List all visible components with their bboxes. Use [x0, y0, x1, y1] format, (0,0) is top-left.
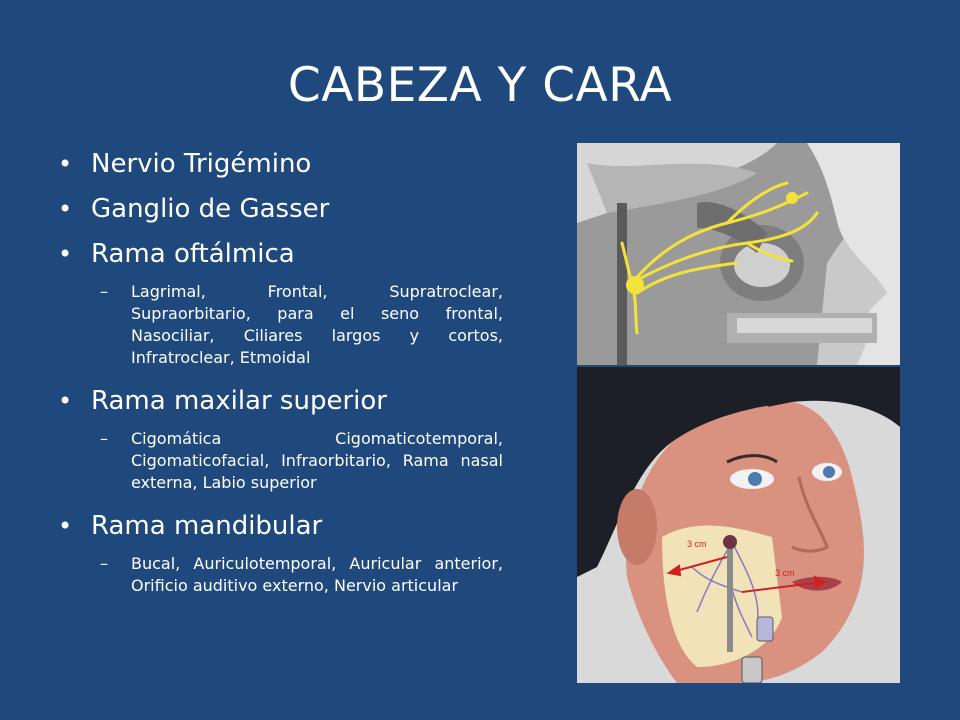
- skull-nerve-illustration: [577, 143, 900, 365]
- sub-item-rama-oftalmica: [58, 281, 503, 369]
- bullet-item-nervio-trigemino: • Nervio Trigémino: [58, 148, 503, 180]
- sub-item-text: Cigomática Cigomaticotemporal, Cigomaticofacial, Infraorbitario, Rama nasal externa, Labio superior: [131, 429, 503, 492]
- dash-marker: –: [100, 554, 108, 573]
- face-nerve-block-illustration: [577, 367, 900, 683]
- bullet-item-rama-maxilar: • Rama maxilar superior: [58, 385, 503, 417]
- sub-item-rama-maxilar: [58, 428, 503, 494]
- sub-item-text: Bucal, Auriculotemporal, Auricular anterior, Orificio auditivo externo, Nervio articular: [131, 554, 503, 595]
- bullet-item-ganglio-gasser: • Ganglio de Gasser: [58, 193, 503, 225]
- sub-item-rama-mandibular: [58, 553, 503, 597]
- measurement-label-2: 3 cm: [775, 568, 795, 578]
- dash-marker: –: [100, 282, 108, 301]
- dash-marker: –: [100, 429, 108, 448]
- bullet-item-rama-oftalmica: • Rama oftálmica: [58, 238, 503, 270]
- bullet-list: [58, 148, 503, 613]
- bullet-item-rama-mandibular: • Rama mandibular: [58, 510, 503, 542]
- measurement-label-1: 3 cm: [687, 539, 707, 549]
- slide-title: CABEZA Y CARA: [287, 58, 673, 113]
- sub-item-text: Lagrimal, Frontal, Supratroclear, Supraorbitario, para el seno frontal, Nasociliar, Ciliares largos y cortos, Infratroclear, Etmoidal: [131, 282, 503, 367]
